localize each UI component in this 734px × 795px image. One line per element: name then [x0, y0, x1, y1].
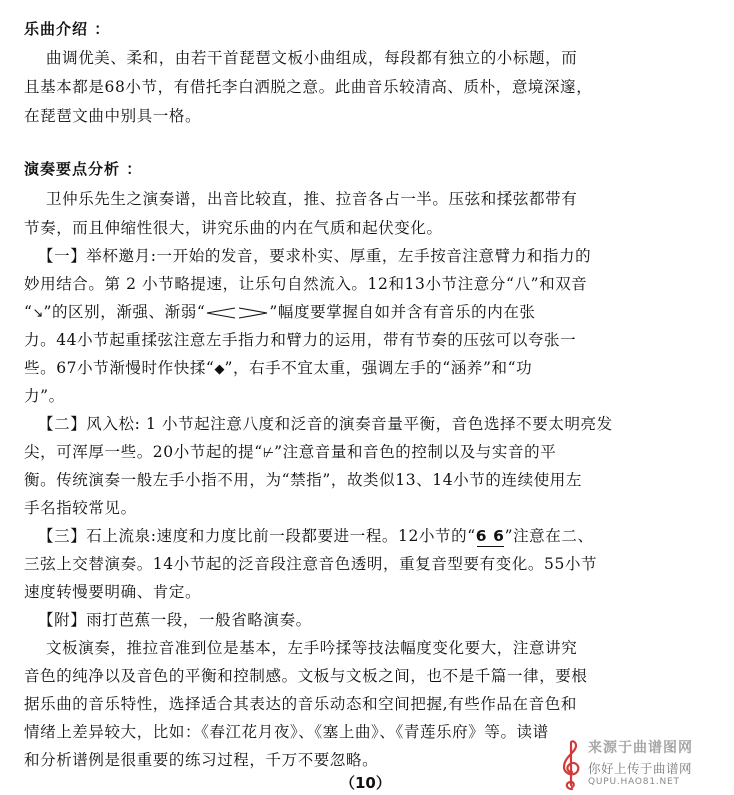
- analysis-intro-line-1: 卫仲乐先生之演奏谱，出音比较直，推、拉音各占一半。压弦和揉弦都带有: [46, 190, 578, 208]
- part3-line-3: 速度转慢要明确、肯定。: [24, 583, 202, 601]
- closing-line-3: 据乐曲的音乐特性，选择适合其表达的音乐动态和空间把握,有些作品在音色和: [24, 695, 577, 713]
- part2-line-2: 尖，可浑厚一些。20小节起的提“⊬”注意音量和音色的控制以及与实音的平: [24, 443, 557, 461]
- closing-line-4: 情绪上差异较大，比如：《春江花月夜》、《塞上曲》、《青莲乐府》等。读谱: [24, 723, 549, 741]
- treble-clef-icon: [558, 739, 584, 791]
- page-number: （10）: [340, 774, 391, 792]
- section-heading-intro: 乐曲介绍 ：: [24, 20, 111, 38]
- closing-line-5: 和分析谱例是很重要的练习过程，千万不要忽略。: [24, 751, 379, 769]
- part2-line-1: 【二】风入松: 1 小节起注意八度和泛音的演奏音量平衡，音色选择不要太明亮发: [38, 415, 613, 433]
- part1-line-4: 力。44小节起重揉弦注意左手指力和臂力的运用，带有节奏的压弦可以夸张一: [24, 331, 577, 349]
- part3-line-2: 三弦上交替演奏。14小节起的泛音段注意音色透明，重复音型要有变化。55小节: [24, 555, 598, 573]
- part1-line-1: 【一】举杯邀月:一开始的发音，要求朴实、厚重，左手按音注意臂力和指力的: [38, 247, 592, 265]
- section-heading-analysis: 演奏要点分析 ：: [24, 160, 143, 178]
- closing-line-2: 音色的纯净以及音色的平衡和控制感。文板与文板之间，也不是千篇一律，要根: [24, 667, 588, 685]
- notation-six-six: 6 6: [475, 527, 505, 545]
- pull-mark-icon: ⊬: [262, 446, 275, 461]
- double-stop-mark-icon: ↘: [32, 306, 44, 321]
- part1-line-6: 力”。: [24, 387, 65, 405]
- analysis-intro-line-2: 节奏，而且伸缩性很大，讲究乐曲的内在气质和起伏变化。: [24, 219, 443, 237]
- closing-line-1: 文板演奏，推拉音准到位是基本，左手吟揉等技法幅度变化要大，注意讲究: [46, 639, 578, 657]
- watermark-line-1: 来源于曲谱图网: [588, 740, 693, 756]
- part1-line-5: 些。67小节渐慢时作快揉“◆”，右手不宜太重，强调左手的“涵养”和“功: [24, 359, 533, 377]
- part1-line-2: 妙用结合。第 2 小节略提速，让乐句自然流入。12和13小节注意分“八”和双音: [24, 275, 588, 293]
- part3-line-1: 【三】石上流泉:速度和力度比前一段都要进一程。12小节的“6 6”注意在二、: [38, 527, 594, 545]
- intro-text-line-3: 在琵琶文曲中别具一格。: [24, 107, 202, 125]
- intro-text-line-2: 且基本都是68小节，有借托李白洒脱之意。此曲音乐较清高、质朴，意境深邃，: [24, 78, 593, 96]
- watermark: [558, 735, 730, 793]
- watermark-line-2: 你好上传于曲谱网: [588, 761, 693, 776]
- part1-line-3: “↘”的区别，渐强、渐弱“ ”幅度要掌握自如并含有音乐的内在张: [24, 303, 536, 321]
- part2-line-3: 衡。传统演奏一般左手小指不用，为“禁指”，故类似13、14小节的连续使用左: [24, 471, 582, 489]
- appendix-line: 【附】雨打芭蕉一段，一般省略演奏。: [38, 611, 312, 629]
- intro-text-line-1: 曲调优美、柔和，由若干首琵琶文板小曲组成，每段都有独立的小标题，而: [46, 49, 578, 67]
- fast-vibrato-mark-icon: ◆: [214, 362, 225, 377]
- part2-line-4: 手名指较常见。: [24, 499, 137, 517]
- crescendo-decrescendo-icon: [205, 307, 269, 319]
- watermark-line-3: QUPU.HAO81.NET: [588, 777, 680, 787]
